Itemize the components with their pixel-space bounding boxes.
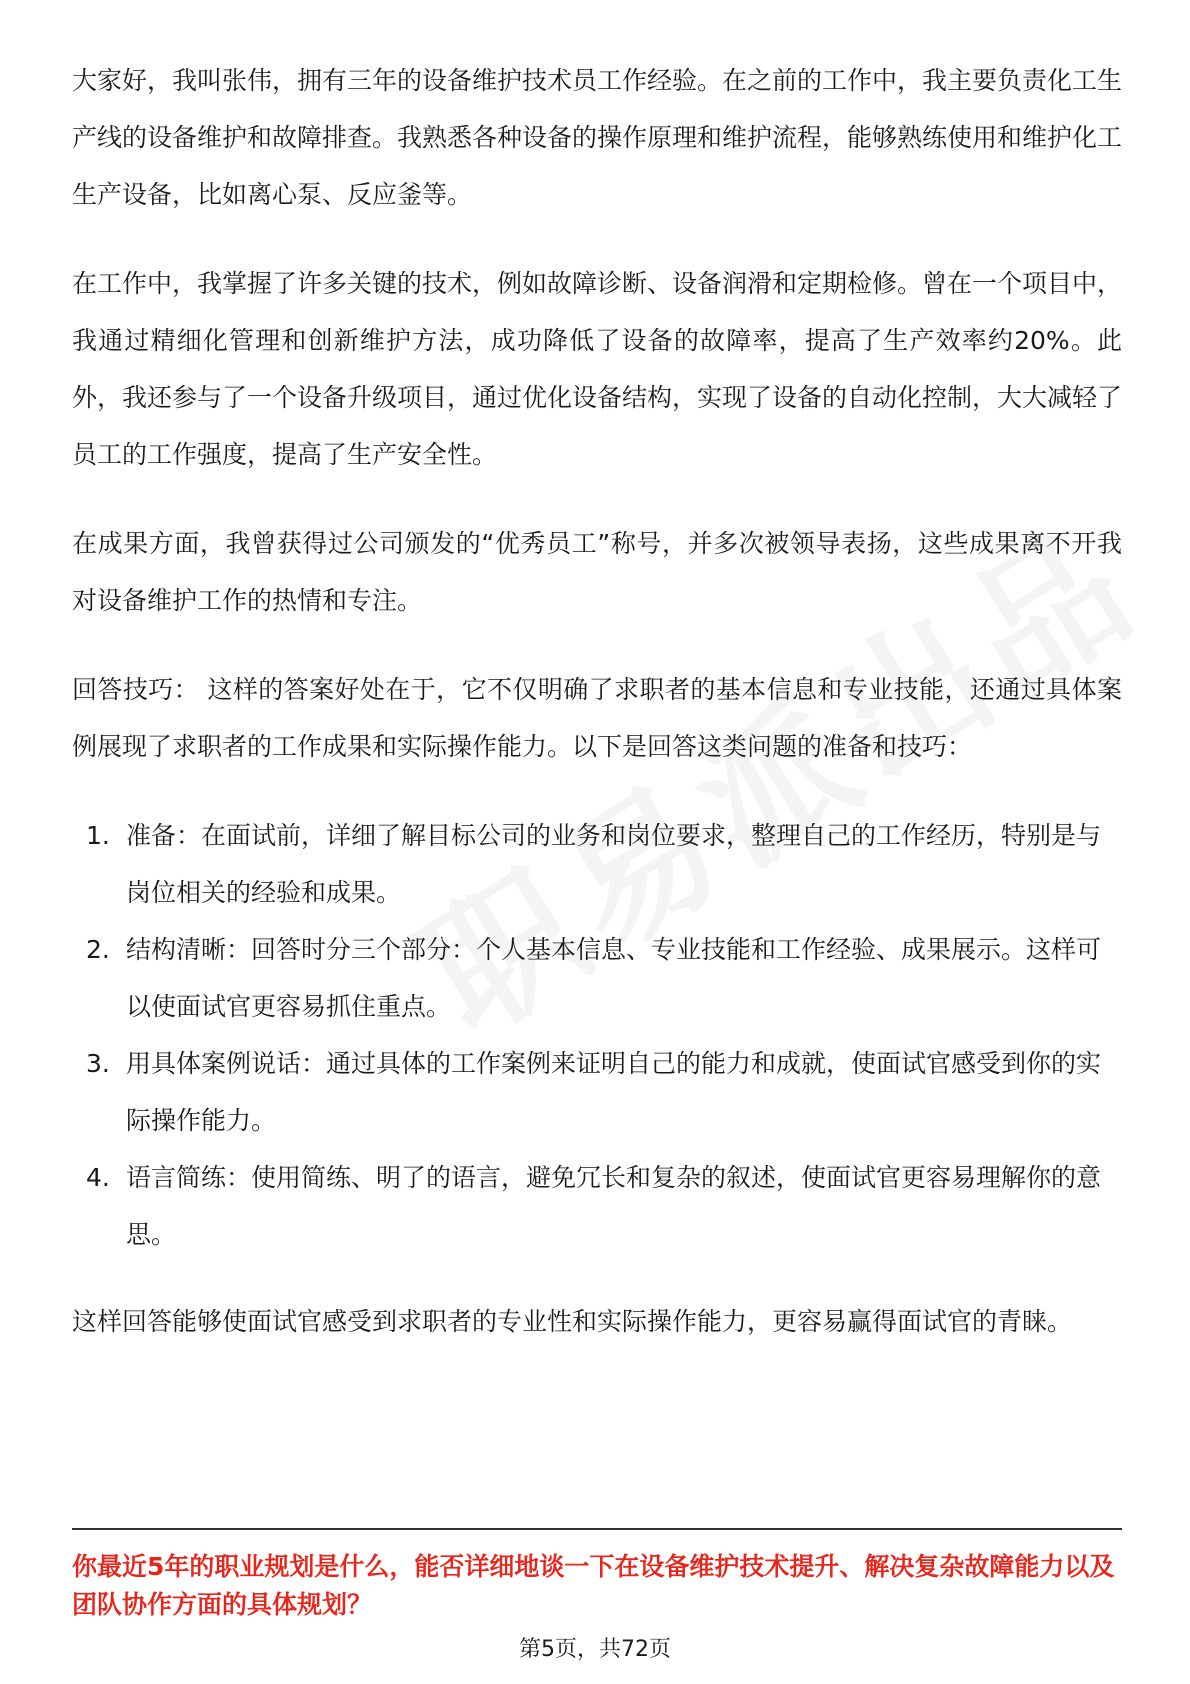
intro-paragraph: 大家好，我叫张伟，拥有三年的设备维护技术员工作经验。在之前的工作中，我主要负责化工生产线的设备维护和故障排查。我熟悉各种设备的操作原理和维护流程，能够熟练使用和维护化工生产设备，比如离心泵、反应釜等。 bbox=[72, 66, 1123, 209]
closing-paragraph: 这样回答能够使面试官感受到求职者的专业性和实际操作能力，更容易赢得面试官的青睐。 bbox=[72, 1307, 1073, 1336]
list-item bbox=[72, 807, 1122, 921]
document-body bbox=[72, 52, 1122, 1382]
list-item-number: 4. bbox=[86, 1163, 110, 1192]
section-divider bbox=[72, 1528, 1122, 1530]
list-item-text: 准备：在面试前，详细了解目标公司的业务和岗位要求，整理自己的工作经历，特别是与岗位相关的经验和成果。 bbox=[126, 821, 1102, 907]
list-item-text: 语言简练：使用简练、明了的语言，避免冗长和复杂的叙述，使面试官更容易理解你的意思。 bbox=[126, 1163, 1102, 1249]
skills-paragraph: 在工作中，我掌握了许多关键的技术，例如故障诊断、设备润滑和定期检修。曾在一个项目中，我通过精细化管理和创新维护方法，成功降低了设备的故障率，提高了生产效率约20%。此外，我还参与了一个设备升级项目，通过优化设备结构，实现了设备的自动化控制，大大减轻了员工的工作强度，提高了生产安全性。 bbox=[72, 269, 1123, 469]
achievements-paragraph: 在成果方面，我曾获得过公司颁发的“优秀员工”称号，并多次被领导表扬，这些成果离不开我对设备维护工作的热情和专注。 bbox=[72, 529, 1122, 615]
list-item bbox=[72, 921, 1122, 1035]
list-item-number: 3. bbox=[86, 1049, 110, 1078]
list-item bbox=[72, 1149, 1122, 1263]
next-question-heading: 你最近5年的职业规划是什么，能否详细地谈一下在设备维护技术提升、解决复杂故障能力以及团队协作方面的具体规划？ bbox=[72, 1552, 1115, 1619]
list-item bbox=[72, 1035, 1122, 1149]
list-item-text: 用具体案例说话：通过具体的工作案例来证明自己的能力和成就，使面试官感受到你的实际操作能力。 bbox=[126, 1049, 1102, 1135]
list-item-number: 1. bbox=[86, 821, 110, 850]
page-number-footer: 第5页，共72页 bbox=[519, 1637, 671, 1662]
tips-list bbox=[72, 807, 1122, 1263]
list-item-text: 结构清晰：回答时分三个部分：个人基本信息、专业技能和工作经验、成果展示。这样可以使面试官更容易抓住重点。 bbox=[126, 935, 1102, 1021]
tips-paragraph: 回答技巧： 这样的答案好处在于，它不仅明确了求职者的基本信息和专业技能，还通过具体案例展现了求职者的工作成果和实际操作能力。以下是回答这类问题的准备和技巧： bbox=[72, 675, 1122, 761]
list-item-number: 2. bbox=[86, 935, 110, 964]
